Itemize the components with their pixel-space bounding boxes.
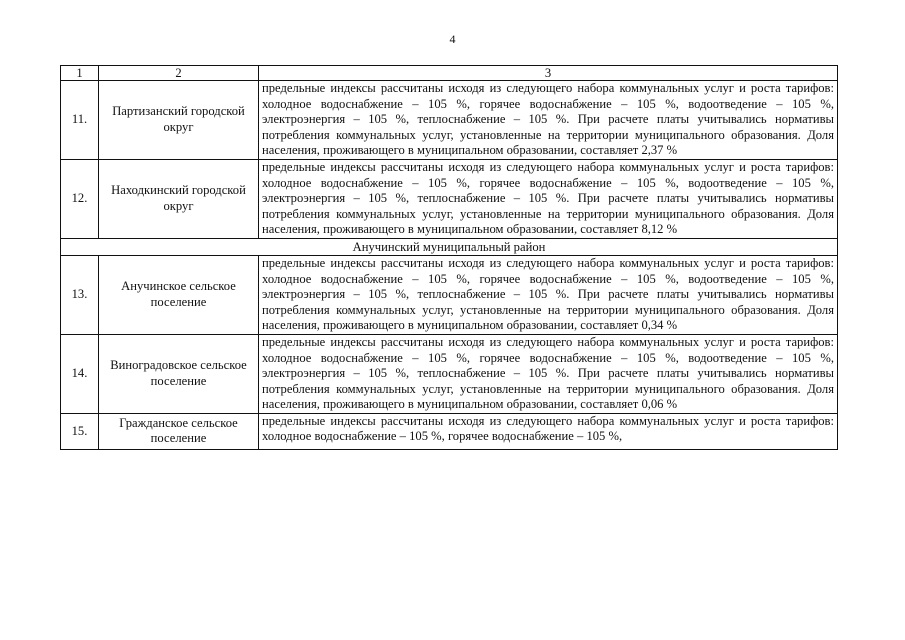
index-description: предельные индексы рассчитаны исходя из следующего набора коммунальных услуг и роста тарифов: холодное водоснабжение – 105 %, горячее водоснабжение – 105 %, водоотведение – 105 %, электроэнергия – 105 %, теплоснабжение – 105 %. При расчете платы учитывались нормативы потребления коммунальных услуг, установленные на территории муниципального образования. Доля населения, проживающего в муниципальном образовании, составляет 2,37 % [259, 81, 838, 160]
tariff-index-table [60, 65, 838, 450]
page-number: 4 [449, 32, 456, 46]
table-row [61, 159, 838, 238]
table-row [61, 255, 838, 334]
row-number: 15. [61, 413, 99, 449]
index-description: предельные индексы рассчитаны исходя из следующего набора коммунальных услуг и роста тарифов: холодное водоснабжение – 105 %, горячее водоснабжение – 105 %, [259, 413, 838, 449]
table-header-row [61, 66, 838, 81]
row-number: 12. [61, 159, 99, 238]
table-row [61, 334, 838, 413]
municipality-name: Находкинский городской округ [99, 159, 259, 238]
row-number: 14. [61, 334, 99, 413]
column-header-1: 1 [61, 66, 99, 81]
row-number: 13. [61, 255, 99, 334]
section-header-row [61, 238, 838, 255]
index-description: предельные индексы рассчитаны исходя из следующего набора коммунальных услуг и роста тарифов: холодное водоснабжение – 105 %, горячее водоснабжение – 105 %, водоотведение – 105 %, электроэнергия – 105 %, теплоснабжение – 105 %. При расчете платы учитывались нормативы потребления коммунальных услуг, установленные на территории муниципального образования. Доля населения, проживающего в муниципальном образовании, составляет 0,06 % [259, 334, 838, 413]
index-description: предельные индексы рассчитаны исходя из следующего набора коммунальных услуг и роста тарифов: холодное водоснабжение – 105 %, горячее водоснабжение – 105 %, водоотведение – 105 %, электроэнергия – 105 %, теплоснабжение – 105 %. При расчете платы учитывались нормативы потребления коммунальных услуг, установленные на территории муниципального образования. Доля населения, проживающего в муниципальном образовании, составляет 0,34 % [259, 255, 838, 334]
row-number: 11. [61, 81, 99, 160]
municipality-name: Гражданское сельское поселение [99, 413, 259, 449]
municipality-name: Партизанский городской округ [99, 81, 259, 160]
table-row [61, 81, 838, 160]
municipality-name: Виноградовское сельское поселение [99, 334, 259, 413]
municipality-name: Анучинское сельское поселение [99, 255, 259, 334]
column-header-3: 3 [259, 66, 838, 81]
column-header-2: 2 [99, 66, 259, 81]
index-description: предельные индексы рассчитаны исходя из следующего набора коммунальных услуг и роста тарифов: холодное водоснабжение – 105 %, горячее водоснабжение – 105 %, водоотведение – 105 %, электроэнергия – 105 %, теплоснабжение – 105 %. При расчете платы учитывались нормативы потребления коммунальных услуг, установленные на территории муниципального образования. Доля населения, проживающего в муниципальном образовании, составляет 8,12 % [259, 159, 838, 238]
table-row [61, 413, 838, 449]
district-section-title: Анучинский муниципальный район [61, 238, 838, 255]
